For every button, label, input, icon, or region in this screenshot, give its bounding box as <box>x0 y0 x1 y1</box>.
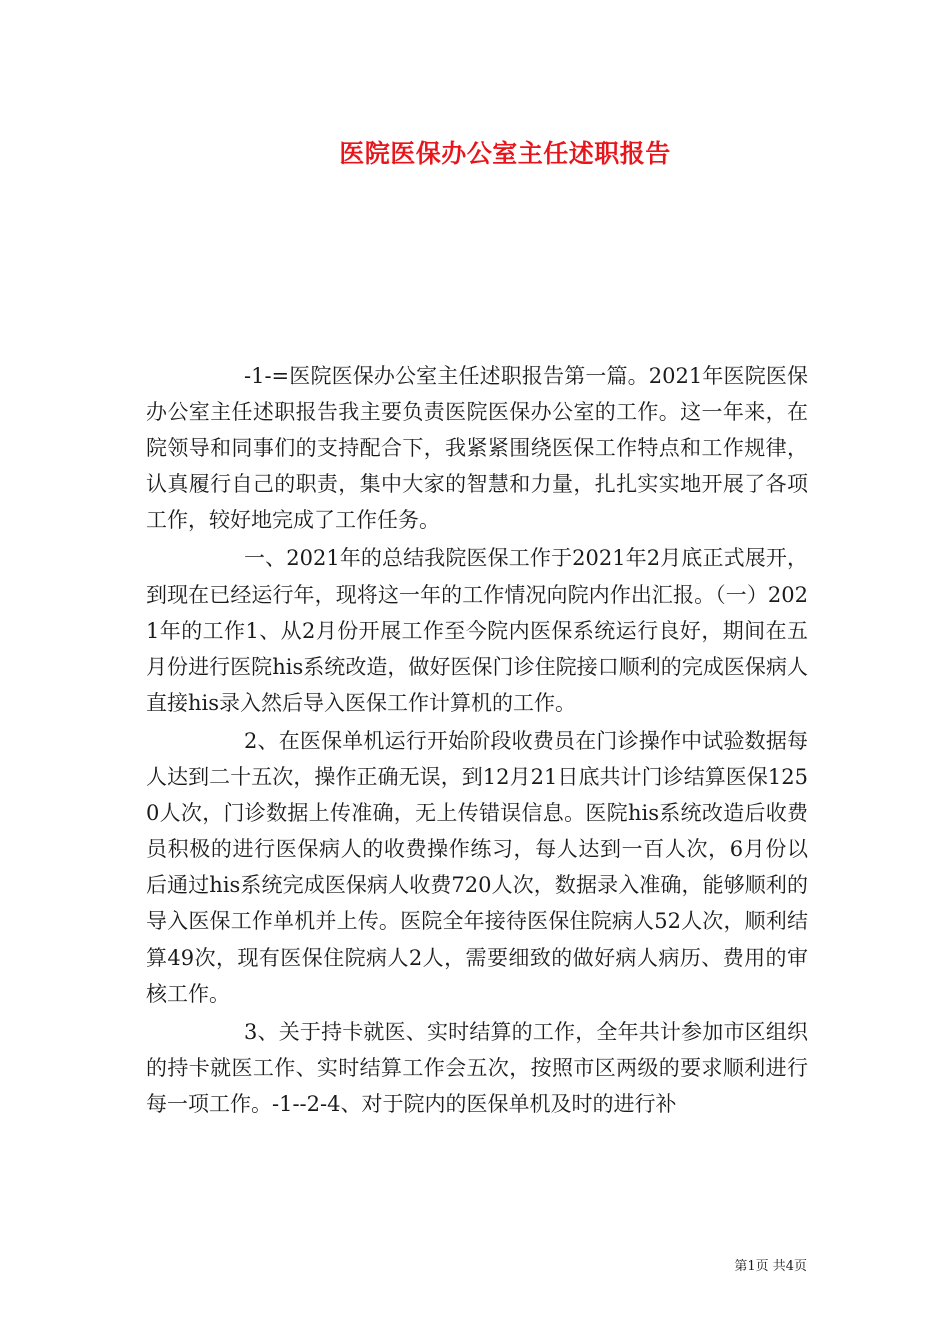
document-title: 医院医保办公室主任述职报告 <box>339 139 671 168</box>
paragraph-3: 2、在医保单机运行开始阶段收费员在门诊操作中试验数据每人达到二十五次，操作正确无误，到12月21日底共计门诊结算医保1250人次，门诊数据上传准确，无上传错误信息。医院his系统改造后收费员积极的进行医保病人的收费操作练习，每人达到一百人次，6月份以后通过his系统完成医保病人收费720人次，数据录入准确，能够顺利的导入医保工作单机并上传。医院全年接待医保住院病人52人次，顺利结算49次，现有医保住院病人2人，需要细致的做好病人病历、费用的审核工作。 <box>146 728 808 1006</box>
paragraph-1: -1-=医院医保办公室主任述职报告第一篇。2021年医院医保办公室主任述职报告我主要负责医院医保办公室的工作。这一年来，在院领导和同事们的支持配合下，我紧紧围绕医保工作特点和工作规律，认真履行自己的职责，集中大家的智慧和力量，扎扎实实地开展了各项工作，较好地完成了工作任务。 <box>146 364 808 533</box>
page-number-footer: 第1页 共4页 <box>734 1259 807 1274</box>
paragraph-4: 3、关于持卡就医、实时结算的工作，全年共计参加市区组织的持卡就医工作、实时结算工作会五次，按照市区两级的要求顺利进行每一项工作。-1--2-4、对于院内的医保单机及时的进行补 <box>146 1019 808 1116</box>
document-body <box>146 358 808 1122</box>
paragraph-2: 一、2021年的总结我院医保工作于2021年2月底正式展开，到现在已经运行年，现将这一年的工作情况向院内作出汇报。（一）2021年的工作1、从2月份开展工作至今院内医保系统运行良好，期间在五月份进行医院his系统改造，做好医保门诊住院接口顺利的完成医保病人直接his录入然后导入医保工作计算机的工作。 <box>146 546 808 715</box>
